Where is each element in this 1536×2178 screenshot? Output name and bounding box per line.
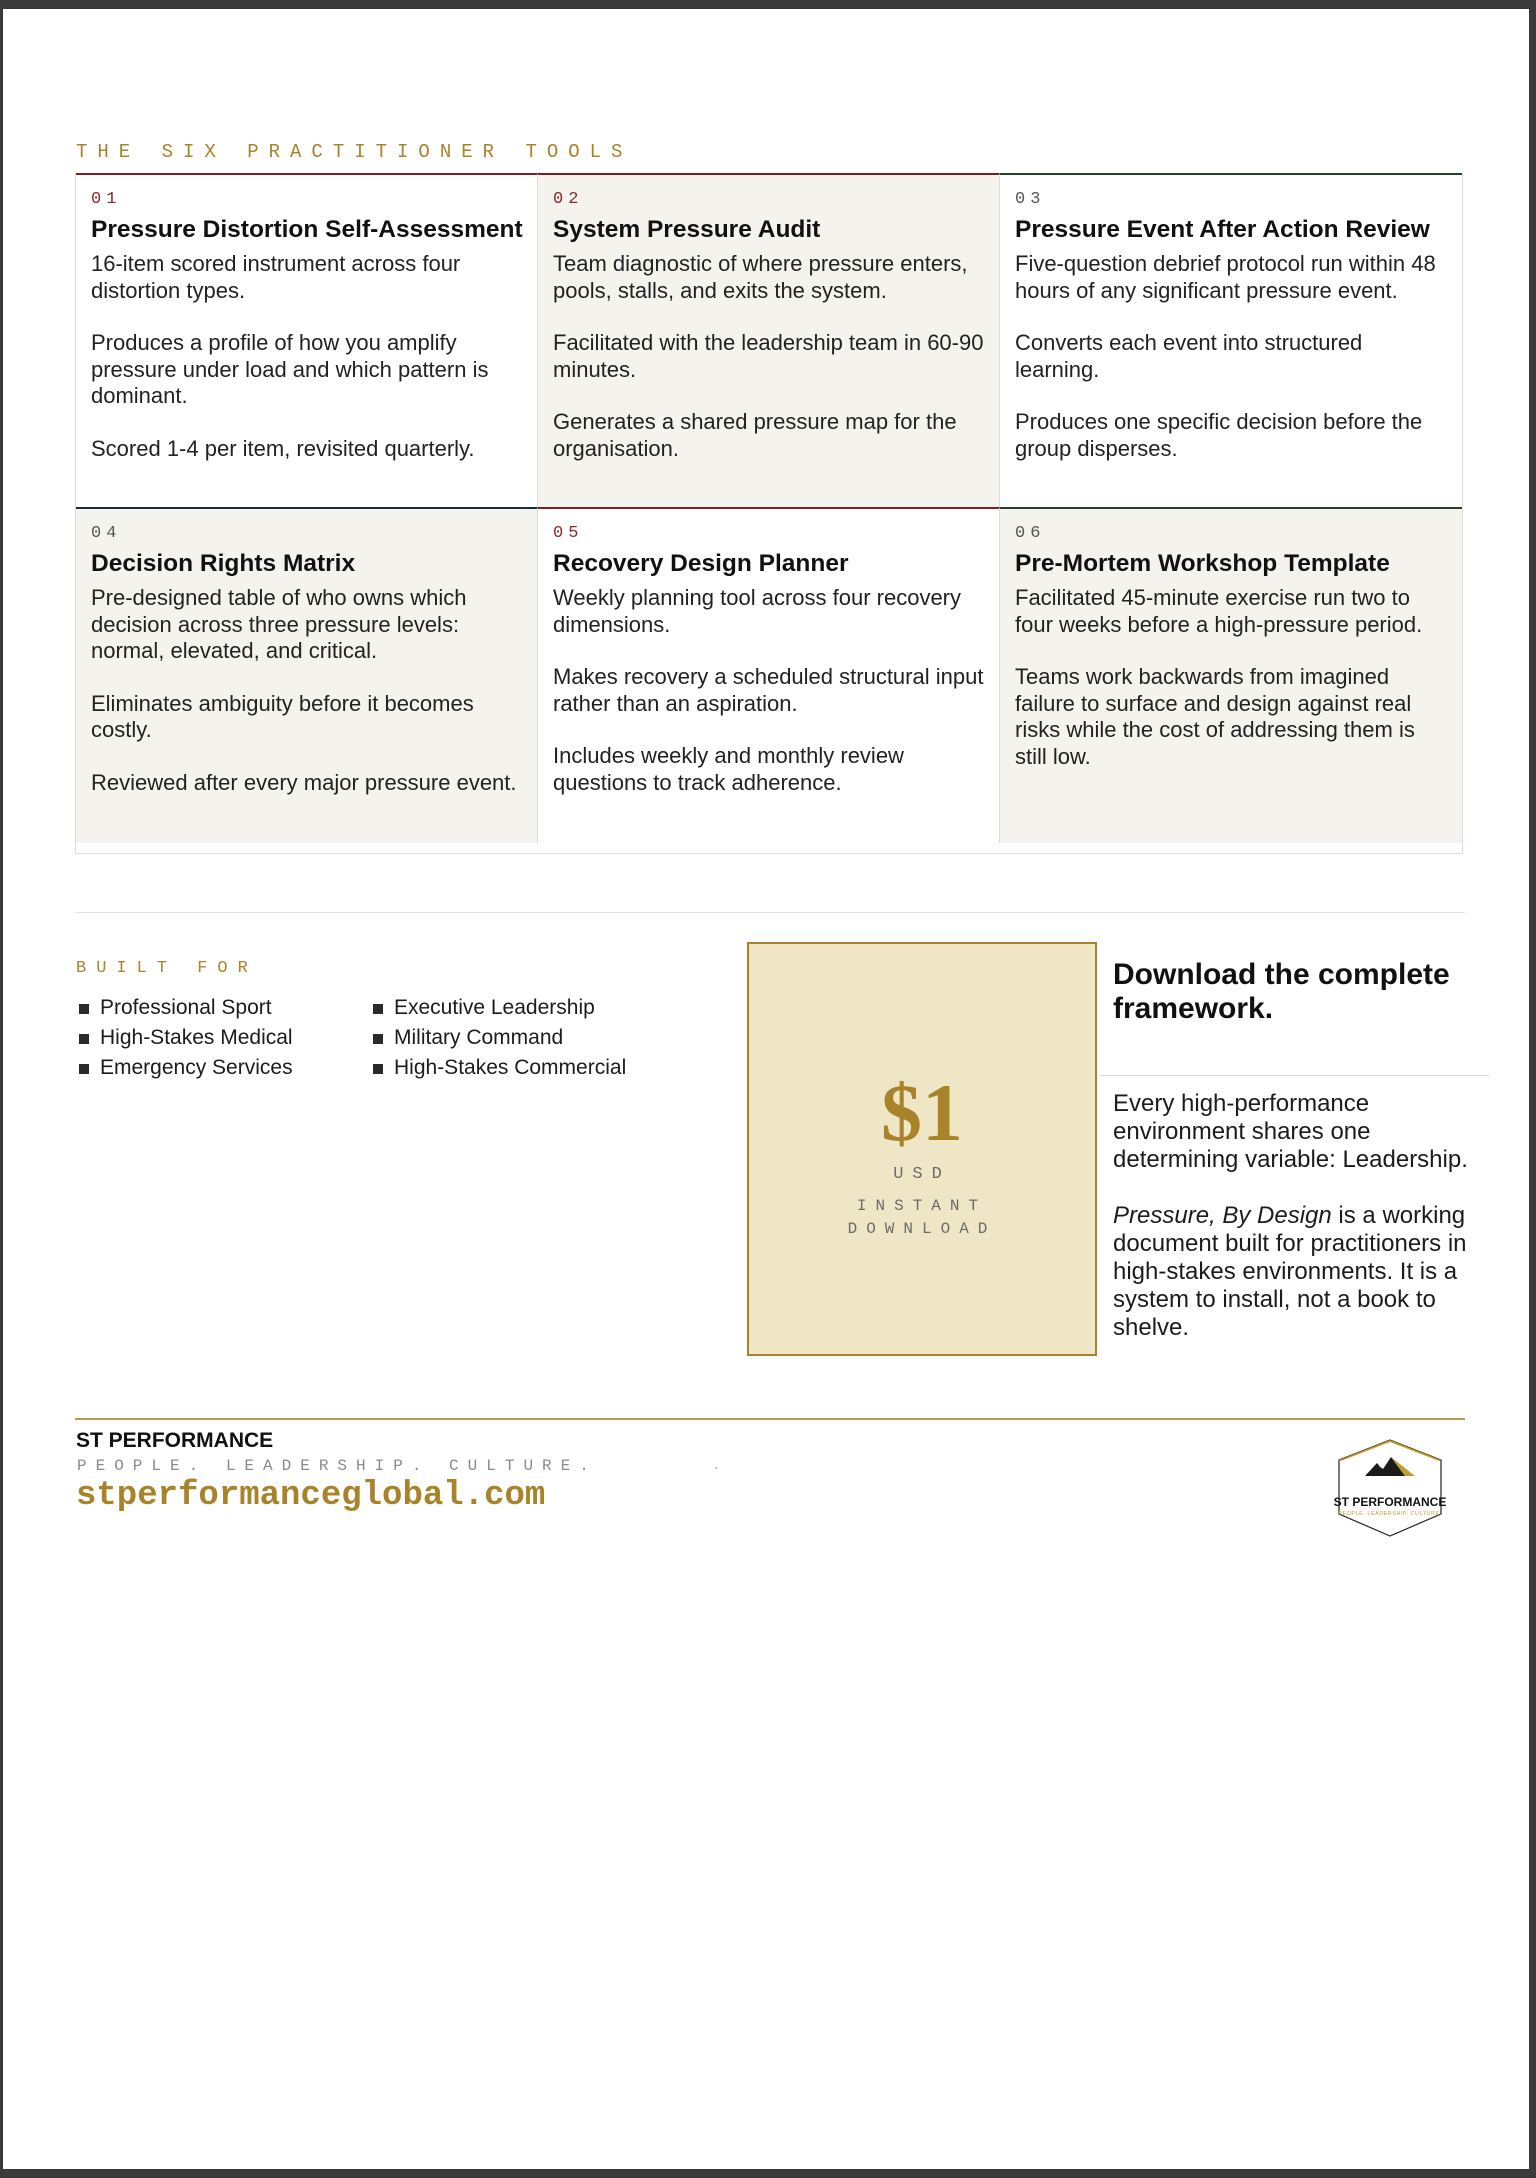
page xyxy=(3,9,1529,2169)
section-label: THE SIX PRACTITIONER TOOLS xyxy=(76,141,633,163)
tools-grid xyxy=(75,173,1463,854)
tool-number: 06 xyxy=(1015,524,1046,543)
list-item: Emergency Services xyxy=(76,1053,293,1083)
logo-hexagon-icon xyxy=(1331,1436,1449,1546)
tool-card xyxy=(1000,507,1462,843)
built-for-list xyxy=(370,993,626,1083)
tool-description: Includes weekly and monthly review questions to track adherence. xyxy=(553,743,904,795)
tool-title: Pressure Event After Action Review xyxy=(1015,216,1430,243)
tool-number: 05 xyxy=(553,524,584,543)
tool-title: Pre-Mortem Workshop Template xyxy=(1015,550,1390,577)
price-subtitle xyxy=(749,1195,1095,1241)
tool-number: 03 xyxy=(1015,190,1046,209)
tool-title: System Pressure Audit xyxy=(553,216,821,243)
tool-description: Makes recovery a scheduled structural input rather than an aspiration. xyxy=(553,664,984,716)
section-divider xyxy=(75,912,1465,913)
built-for-list xyxy=(76,993,293,1083)
tool-description: Facilitated with the leadership team in 60-90 minutes. xyxy=(553,330,984,382)
tool-description: 16-item scored instrument across four distortion types. xyxy=(91,251,461,303)
tool-card xyxy=(538,507,1000,843)
tool-number: 01 xyxy=(91,190,122,209)
tool-card xyxy=(538,173,1000,507)
list-item: Military Command xyxy=(370,1023,626,1053)
tool-description: Facilitated 45-minute exercise run two to four weeks before a high-pressure period. xyxy=(1015,585,1423,637)
tool-title: Decision Rights Matrix xyxy=(91,550,356,577)
cta-heading: Download the complete framework. xyxy=(1113,958,1450,1025)
tool-description: Reviewed after every major pressure event. xyxy=(91,769,517,795)
cta-divider xyxy=(1099,1075,1489,1076)
tool-description: Five-question debrief protocol run within 48 hours of any significant pressure event. xyxy=(1015,251,1436,303)
tool-description: Produces one specific decision before the group disperses. xyxy=(1015,409,1423,461)
tool-description: Produces a profile of how you amplify pressure under load and which pattern is dominant. xyxy=(91,330,489,408)
tool-number: 02 xyxy=(553,190,584,209)
logo-tagline: PEOPLE. LEADERSHIP. CULTURE. xyxy=(1338,1511,1442,1517)
footer-divider xyxy=(75,1418,1465,1420)
tool-description: Weekly planning tool across four recovery dimensions. xyxy=(553,585,962,637)
cta-paragraph: Every high-performance environment shares one determining variable: Leadership. xyxy=(1113,1090,1468,1173)
list-item: Executive Leadership xyxy=(370,993,626,1023)
price-subtitle-line: INSTANT xyxy=(856,1197,988,1215)
tool-description: Teams work backwards from imagined failure to surface and design against real risks while the cost of addressing them is still low. xyxy=(1015,664,1415,769)
tool-card xyxy=(76,507,538,843)
brand-name: ST PERFORMANCE xyxy=(76,1429,274,1452)
tool-description: Generates a shared pressure map for the organisation. xyxy=(553,409,957,461)
tool-card xyxy=(76,173,538,507)
book-title: Pressure, By Design xyxy=(1113,1202,1332,1229)
logo-wordmark: ST PERFORMANCE xyxy=(1333,1495,1447,1509)
cta-paragraph xyxy=(1113,1202,1485,1342)
cta-body xyxy=(1113,1090,1485,1370)
separator-dot: · xyxy=(714,1459,719,1475)
tool-title: Pressure Distortion Self-Assessment xyxy=(91,216,523,243)
price-amount: $1 xyxy=(881,1067,963,1158)
cta-paragraph-text: is a working document built for practitioners in high-stakes environments. It is a system to install, not a book to shelve. xyxy=(1113,1202,1467,1341)
brand-logo xyxy=(1331,1436,1449,1546)
tool-card xyxy=(1000,173,1462,507)
tool-description: Team diagnostic of where pressure enters, pools, stalls, and exits the system. xyxy=(553,251,968,303)
tool-description: Scored 1-4 per item, revisited quarterly. xyxy=(91,435,475,461)
tool-description: Pre-designed table of who owns which decision across three pressure levels: normal, elevated, and critical. xyxy=(91,585,467,663)
price-subtitle-line: DOWNLOAD xyxy=(847,1220,997,1238)
price-box xyxy=(747,942,1097,1356)
tool-title: Recovery Design Planner xyxy=(553,550,849,577)
website-link[interactable]: stperformanceglobal.com xyxy=(76,1477,546,1515)
tool-description: Eliminates ambiguity before it becomes costly. xyxy=(91,690,474,742)
tool-number: 04 xyxy=(91,524,122,543)
price-currency: USD xyxy=(893,1165,951,1184)
built-for-label: BUILT FOR xyxy=(76,959,258,978)
tool-description: Converts each event into structured learning. xyxy=(1015,330,1363,382)
list-item: High-Stakes Commercial xyxy=(370,1053,626,1083)
list-item: High-Stakes Medical xyxy=(76,1023,293,1053)
brand-tagline: PEOPLE. LEADERSHIP. CULTURE. xyxy=(77,1457,598,1475)
list-item: Professional Sport xyxy=(76,993,293,1023)
